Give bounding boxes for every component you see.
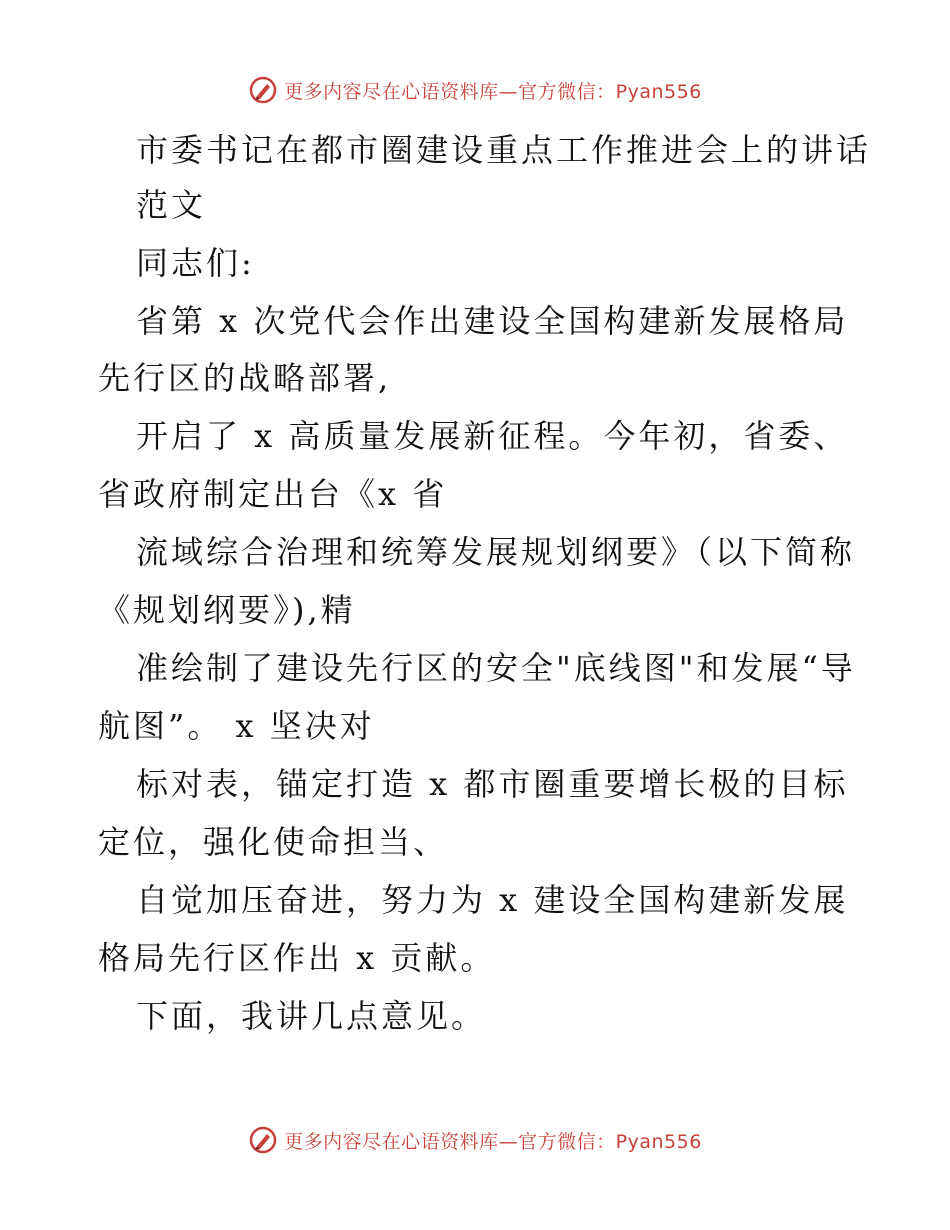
document-title-line-1: 市委书记在都市圈建设重点工作推进会上的讲话 bbox=[136, 131, 872, 169]
paragraph-line: 流域综合治理和统筹发展规划纲要》（以下简称 bbox=[136, 533, 856, 571]
paragraph-line: 航图”。 x 坚决对 bbox=[98, 707, 375, 745]
pen-logo-icon bbox=[248, 75, 278, 105]
paragraph-line: 开启了 x 高质量发展新征程。今年初，省委、 bbox=[136, 417, 849, 455]
paragraph-line: 先行区的战略部署, bbox=[98, 359, 392, 397]
paragraph-line: 定位，强化使命担当、 bbox=[98, 823, 449, 861]
paragraph-line: 准绘制了建设先行区的安全"底线图"和发展“导 bbox=[136, 649, 856, 687]
salutation: 同志们: bbox=[136, 244, 255, 282]
paragraph-line: 格局先行区作出 x 贡献。 bbox=[98, 939, 496, 977]
footer-banner bbox=[0, 1120, 950, 1160]
paragraph-line: 省第 x 次党代会作出建设全国构建新发展格局 bbox=[136, 302, 849, 340]
banner-text: 更多内容尽在心语资料库—官方微信：Pyan556 bbox=[284, 80, 702, 103]
pen-logo-icon bbox=[248, 1125, 278, 1155]
header-banner bbox=[0, 70, 950, 110]
paragraph-line: 下面，我讲几点意见。 bbox=[136, 997, 487, 1035]
paragraph-line: 自觉加压奋进，努力为 x 建设全国构建新发展 bbox=[136, 881, 849, 919]
banner-text: 更多内容尽在心语资料库—官方微信：Pyan556 bbox=[284, 1130, 702, 1153]
paragraph-line: 《规划纲要》),精 bbox=[98, 591, 356, 629]
paragraph-line: 省政府制定出台《x 省 bbox=[98, 475, 448, 513]
paragraph-line: 标对表，锚定打造 x 都市圈重要增长极的目标 bbox=[136, 765, 849, 803]
document-title-line-2: 范文 bbox=[136, 186, 207, 224]
